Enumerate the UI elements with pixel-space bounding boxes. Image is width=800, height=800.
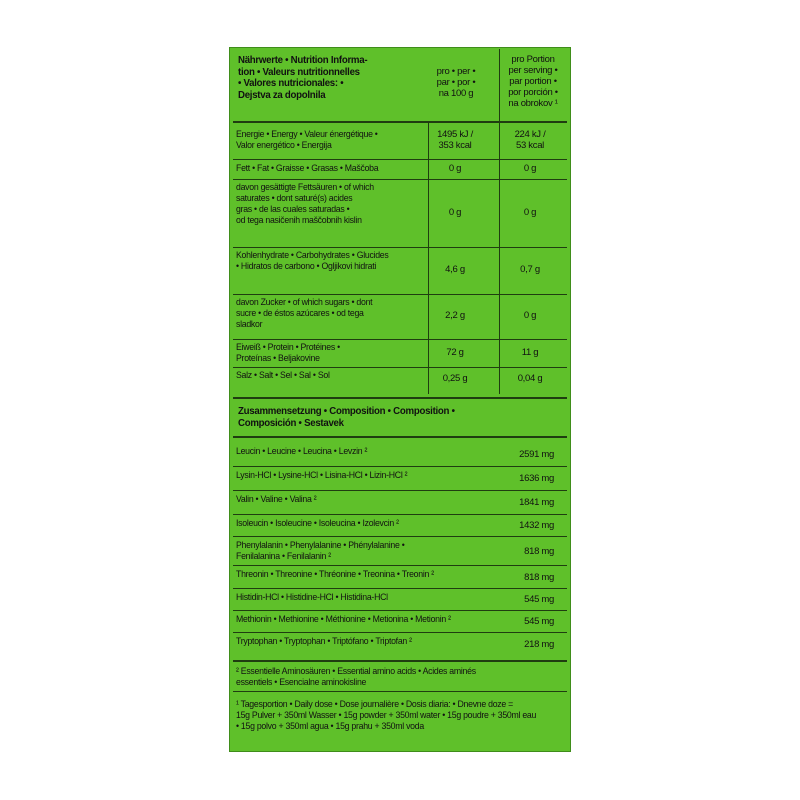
amino-acid-label-line: Fenilalanina • Fenilalanin ² xyxy=(236,551,331,562)
nutrient-label-line: Valor energético • Energija xyxy=(236,140,332,151)
amino-acid-value: 818 mg xyxy=(524,571,554,583)
nutrient-label-line: Salz • Salt • Sel • Sal • Sol xyxy=(236,370,330,381)
per-serving-value: 0 g xyxy=(523,206,537,218)
nutrient-label-line: davon Zucker • of which sugars • dont xyxy=(236,297,373,308)
per-100g-header-line: na 100 g xyxy=(438,88,474,99)
nutrient-label-line: sucre • de éstos azúcares • od tega xyxy=(236,308,364,319)
nutrient-label-line: gras • de las cuales saturadas • xyxy=(236,204,350,215)
per-serving-header-line: pro Portion xyxy=(511,54,555,65)
amino-acid-value: 218 mg xyxy=(524,638,554,650)
per-100g-value: 0 g xyxy=(448,163,462,174)
divider xyxy=(233,536,567,537)
per-serving-value: 0 g xyxy=(523,310,537,321)
divider xyxy=(233,436,567,438)
essential-amino-acids-footnote-line: essentiels • Esencialne aminokisline xyxy=(236,677,367,688)
header-title-line: Nährwerte • Nutrition Informa- xyxy=(238,54,368,66)
divider xyxy=(233,490,567,491)
divider xyxy=(233,691,567,692)
amino-acid-value: 1432 mg xyxy=(519,520,554,531)
nutrient-label-line: Eiweiß • Protein • Protéines • xyxy=(236,342,340,353)
per-serving-value: 0,7 g xyxy=(520,264,540,275)
per-serving-header-line: na obrokov ¹ xyxy=(508,98,558,109)
per-100g-value: 2,2 g xyxy=(445,310,465,321)
amino-acid-label-line: Tryptophan • Tryptophan • Triptófano • Triptofan ² xyxy=(236,636,412,647)
per-serving-value: 11 g xyxy=(521,346,539,358)
divider xyxy=(233,610,567,611)
amino-acid-value: 1636 mg xyxy=(519,473,554,484)
per-100g-header-line: pro • per • xyxy=(436,66,476,77)
divider xyxy=(233,514,567,515)
amino-acid-label-line: Phenylalanin • Phenylalanine • Phénylalanine • xyxy=(236,540,405,551)
divider xyxy=(233,466,567,467)
per-100g-header-line: par • por • xyxy=(436,77,476,88)
amino-acid-value: 545 mg xyxy=(524,594,554,605)
essential-amino-acids-footnote-line: ² Essentielle Aminosäuren • Essential amino acids • Acides aminés xyxy=(236,666,476,677)
divider xyxy=(233,565,567,566)
nutrition-label xyxy=(229,47,571,752)
nutrient-label-line: Fett • Fat • Graisse • Grasas • Maščoba xyxy=(236,163,379,174)
column-divider xyxy=(428,123,429,394)
per-100g-value: 353 kcal xyxy=(438,140,472,151)
composition-title-line: Zusammensetzung • Composition • Composition • xyxy=(238,405,455,417)
amino-acid-label-line: Isoleucin • Isoleucine • Isoleucina • Izolevcin ² xyxy=(236,518,399,529)
per-100g-value: 1495 kJ / xyxy=(437,129,473,140)
nutrient-label-line: od tega nasičenih maščobnih kislin xyxy=(236,215,362,226)
divider xyxy=(233,179,567,180)
amino-acid-label-line: Histidin-HCl • Histidine-HCl • Histidina-HCl xyxy=(236,592,388,603)
divider xyxy=(233,159,567,160)
amino-acid-label-line: Valin • Valine • Valina ² xyxy=(236,494,317,505)
per-serving-value: 224 kJ / xyxy=(514,129,546,140)
per-serving-header-line: par portion • xyxy=(509,76,557,87)
daily-dose-footnote-line: ¹ Tagesportion • Daily dose • Dose journalière • Dosis diaria: • Dnevne doze = xyxy=(236,699,513,710)
divider xyxy=(233,121,567,123)
divider xyxy=(233,367,567,368)
per-serving-header-line: por porción • xyxy=(508,87,558,98)
per-100g-value: 4,6 g xyxy=(445,264,465,275)
header-title-line: tion • Valeurs nutritionnelles xyxy=(238,65,360,78)
divider xyxy=(233,247,567,248)
per-serving-header-line: per serving • xyxy=(508,65,558,76)
column-divider xyxy=(499,49,500,394)
amino-acid-value: 2591 mg xyxy=(519,449,554,460)
divider xyxy=(233,660,567,662)
amino-acid-label-line: Threonin • Threonine • Thréonine • Treonina • Treonin ² xyxy=(236,569,434,580)
daily-dose-footnote-line: 15g Pulver + 350ml Wasser • 15g powder + 350ml water • 15g poudre + 350ml eau xyxy=(236,710,537,721)
divider xyxy=(233,632,567,633)
daily-dose-footnote-line: • 15g polvo + 350ml agua • 15g prahu + 350ml voda xyxy=(236,721,424,732)
per-serving-value: 0 g xyxy=(523,163,537,174)
nutrient-label-line: davon gesättigte Fettsäuren • of which xyxy=(236,182,374,193)
nutrient-label-line: Kohlenhydrate • Carbohydrates • Glucides xyxy=(236,250,389,261)
composition-title-line: Composición • Sestavek xyxy=(238,416,344,429)
divider xyxy=(233,397,567,399)
divider xyxy=(233,339,567,340)
per-100g-value: 72 g xyxy=(446,346,464,358)
amino-acid-value: 545 mg xyxy=(524,616,554,627)
nutrient-label-line: sladkor xyxy=(236,319,263,330)
amino-acid-value: 1841 mg xyxy=(519,497,554,508)
nutrient-label-line: saturates • dont saturé(s) acides xyxy=(236,193,353,204)
per-serving-value: 53 kcal xyxy=(515,140,544,151)
amino-acid-value: 818 mg xyxy=(524,545,554,557)
nutrient-label-line: Proteínas • Beljakovine xyxy=(236,353,320,364)
per-100g-value: 0 g xyxy=(448,206,462,218)
amino-acid-label-line: Leucin • Leucine • Leucina • Levzin ² xyxy=(236,446,368,457)
per-serving-value: 0,04 g xyxy=(517,372,543,384)
divider xyxy=(233,588,567,589)
amino-acid-label-line: Methionin • Methionine • Méthionine • Metionina • Metionin ² xyxy=(236,614,451,625)
header-title-line: • Valores nutricionales: • xyxy=(238,77,344,89)
nutrient-label-line: Energie • Energy • Valeur énergétique • xyxy=(236,129,378,140)
per-100g-value: 0,25 g xyxy=(442,372,468,384)
header-title-line: Dejstva za dopolnila xyxy=(238,88,326,101)
nutrient-label-line: • Hidratos de carbono • Ogljikovi hidrati xyxy=(236,261,377,272)
divider xyxy=(233,294,567,295)
amino-acid-label-line: Lysin-HCl • Lysine-HCl • Lisina-HCl • Lizin-HCl ² xyxy=(236,470,408,481)
